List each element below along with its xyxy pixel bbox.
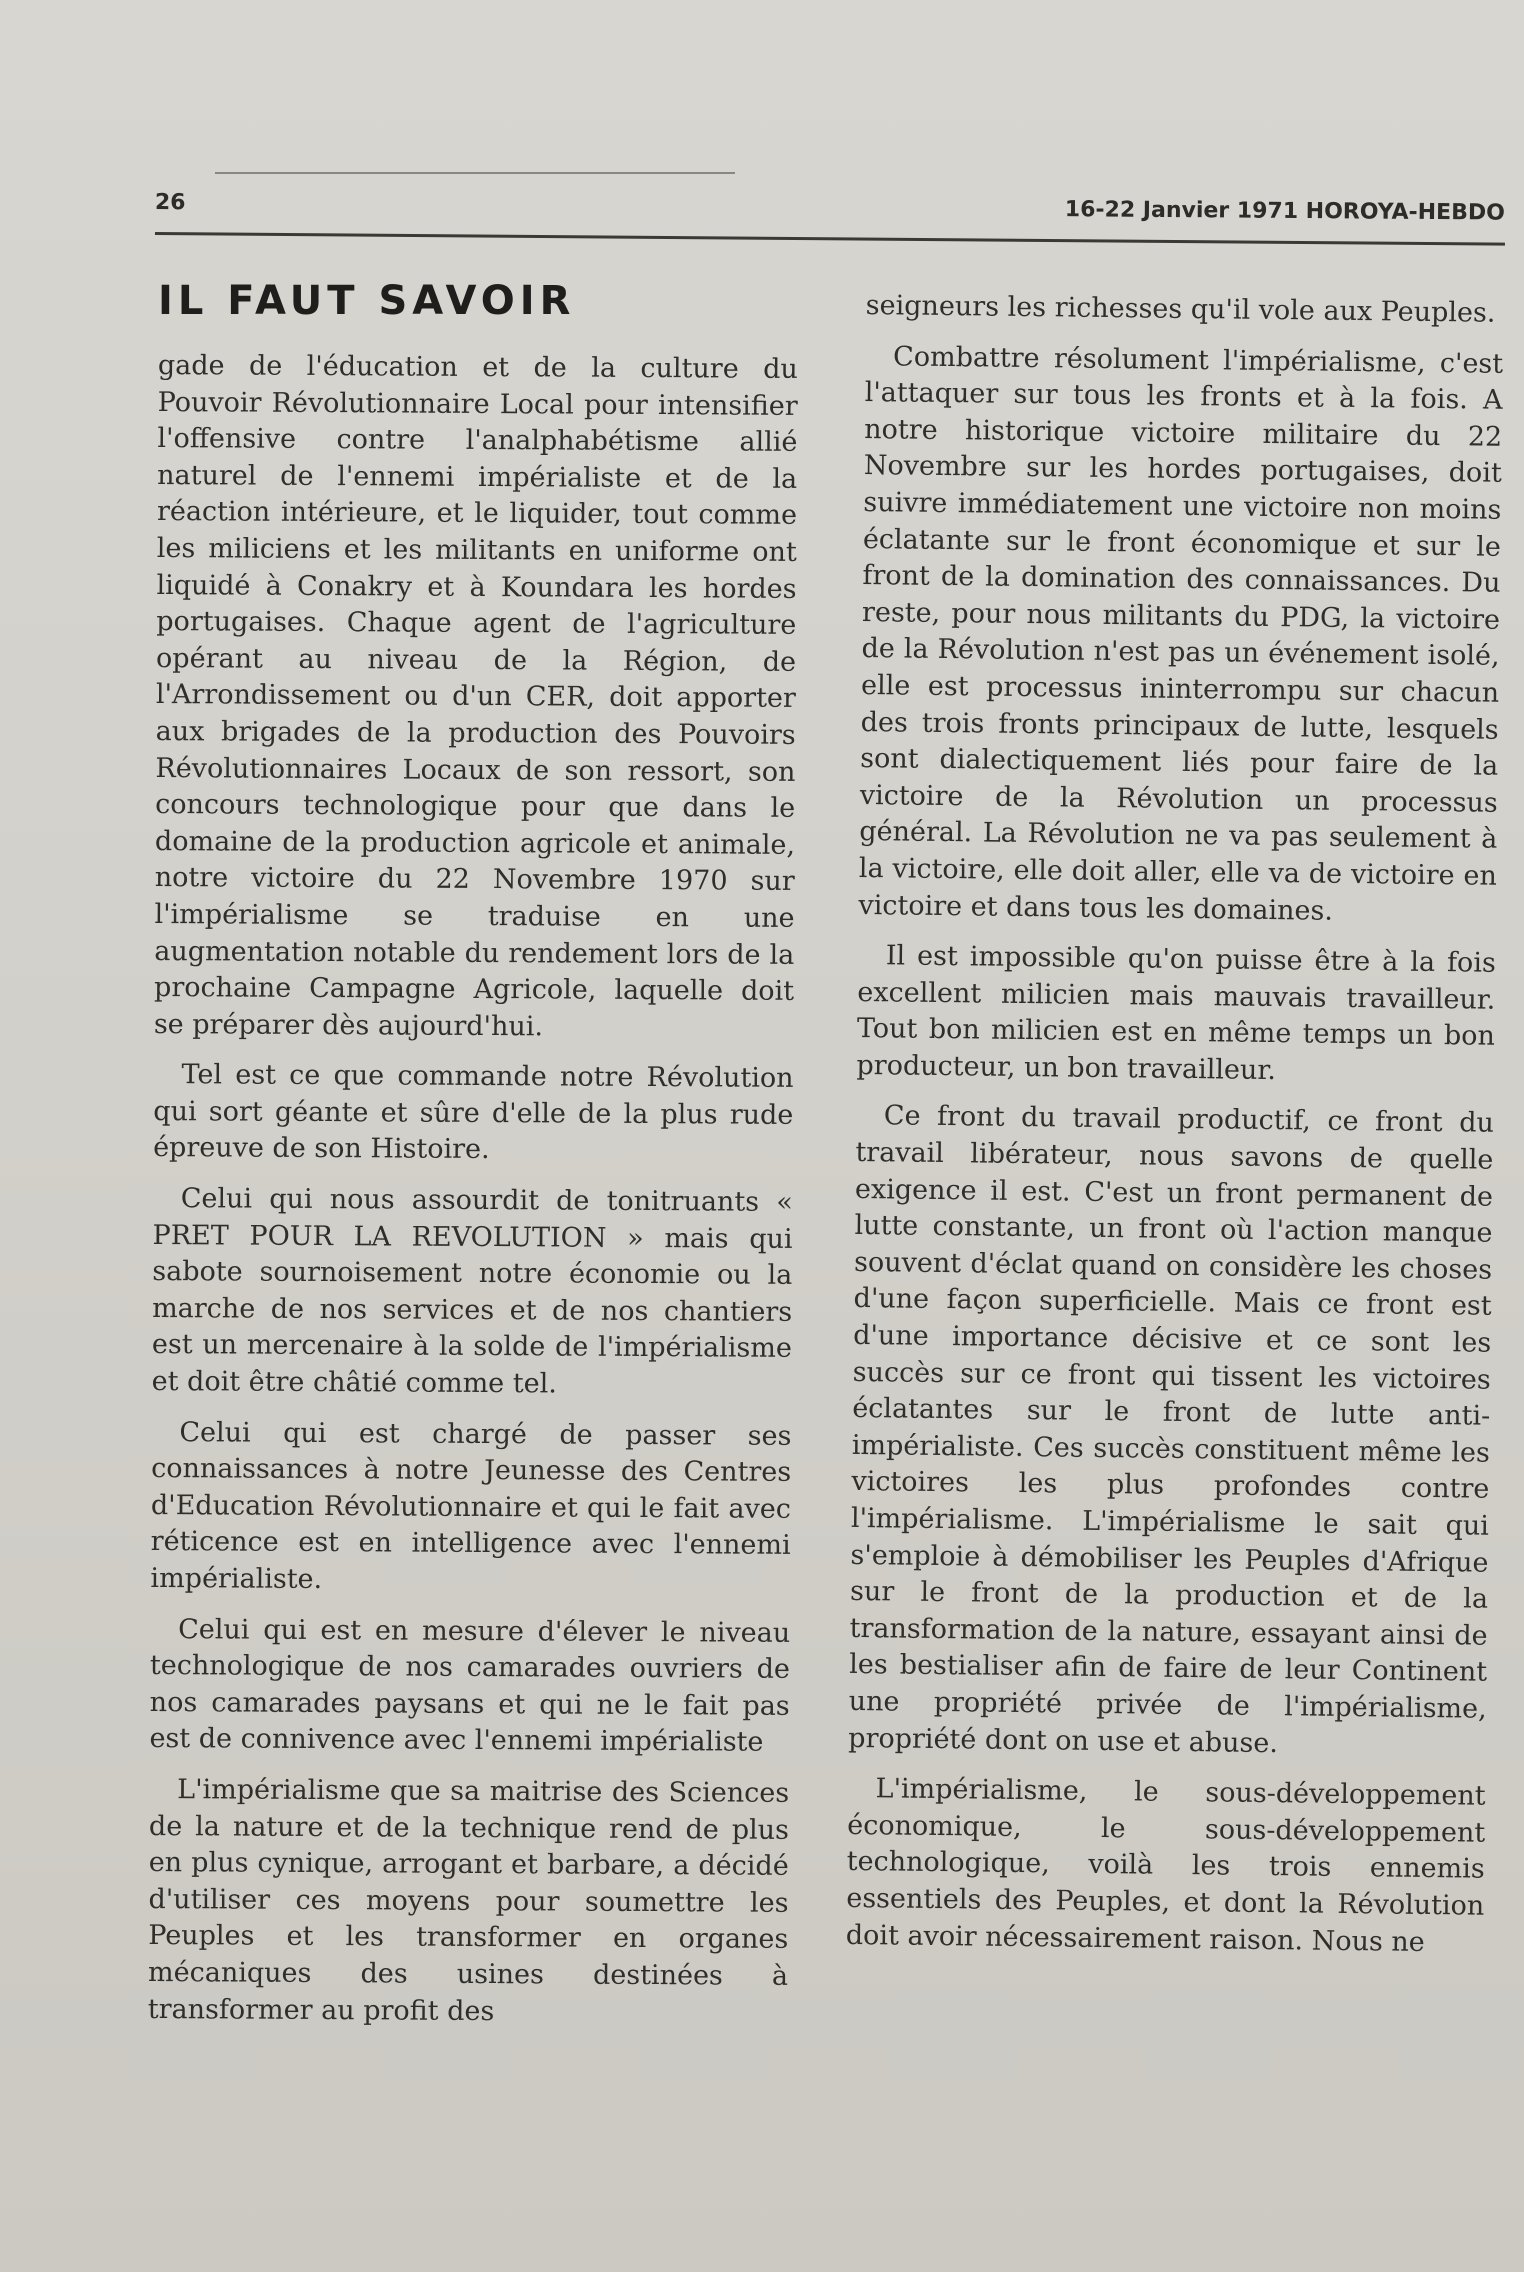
paragraph: Ce front du travail productif, ce front du travail libérateur, nous savons de quelle exigence il est. C'est un front permanent de lutte constante, un front où l'action manque souvent d'éclat quand on considère les choses d'une façon superficielle. Mais ce front est d'une importance décisive et ce sont les succès sur ce front qui tissent les victoires éclatantes sur le front de lutte anti-impérialiste. Ces succès constituent même les victoires les plus profondes contre l'impérialisme. L'impérialisme le sait qui s'emploie à démobiliser les Peuples d'Afrique sur le front de la production et de la transformation de la nature, essayant ainsi de les bestialiser afin de faire de leur Continent une propriété privée de l'impérialisme, propriété dont on use et abuse. <box>848 1100 1495 1759</box>
paragraph: Celui qui nous assourdit de tonitruants « PRET POUR LA REVOLUTION » mais qui sabote sournoisement notre économie ou la marche de nos services et de nos chantiers est un mercenaire à la solde de l'impérialisme et doit être châtié comme tel. <box>151 1183 793 1400</box>
left-column <box>148 348 798 2046</box>
page-number: 26 <box>154 190 186 216</box>
paragraph: L'impérialisme que sa maitrise des Sciences de la nature et de la technique rend de plus en plus cynique, arrogant et barbare, a décidé d'utiliser ces moyens pour soumettre les Peuples et les transformer en organes mécaniques des usines destinées à transformer au profit des <box>147 1774 790 2027</box>
top-decorative-rule <box>215 172 735 174</box>
paragraph: Combattre résolument l'impérialisme, c'est l'attaquer sur tous les fronts et à la fois. A notre historique victoire militaire du 22 Novembre sur les hordes portugaises, doit suivre immédiatement une victoire non moins éclatante sur le front économique et sur le front de la domination des connaissances. Du reste, pour nous militants du PDG, la victoire de la Révolution n'est pas un événement isolé, elle est processus ininterrompu sur chacun des trois fronts principaux de lutte, lesquels sont dialectiquement liés pour faire de la victoire de la Révolution un processus général. La Révolution ne va pas seulement à la victoire, elle doit aller, elle va de victoire en victoire et dans tous les domaines. <box>858 340 1504 927</box>
paragraph: Celui qui est chargé de passer ses connaissances à notre Jeunesse des Centres d'Education Révolutionnaire et qui le fait avec réticence est en intelligence avec l'ennemi impérialiste. <box>150 1416 792 1596</box>
section-title: IL FAUT SAVOIR <box>158 278 576 324</box>
issue-date-and-publication: 16-22 Janvier 1971 HOROYA-HEBDO <box>1064 197 1505 226</box>
paragraph: Il est impossible qu'on puisse être à la fois excellent milicien mais mauvais travailleur. Tout bon milicien est en même temps un bon producteur, un bon travailleur. <box>856 940 1496 1086</box>
paragraph: seigneurs les richesses qu'il vole aux Peuples. <box>865 289 1496 329</box>
paragraph: L'impérialisme, le sous-développement économique, le sous-développement technologique, voilà les trois ennemis essentiels des Peuples, et dont la Révolution doit avoir nécessairement raison. Nous ne <box>845 1773 1486 1958</box>
paragraph: Tel est ce que commande notre Révolution qui sort géante et sûre d'elle de la plus rude épreuve de son Histoire. <box>153 1059 794 1166</box>
right-column <box>845 288 1503 1976</box>
paragraph: gade de l'éducation et de la culture du Pouvoir Révolutionnaire Local pour intensifier l'offensive contre l'analphabétisme allié naturel de l'ennemi impérialiste et de la réaction intérieure, et le liquider, tout comme les miliciens et les militants en uniforme ont liquidé à Conakry et à Koundara les hordes portugaises. Chaque agent de l'agriculture opérant au niveau de la Région, de l'Arrondissement ou d'un CER, doit apporter aux brigades de la production des Pouvoirs Révolutionnaires Locaux de son ressort, son concours technologique pour que dans le domaine de la production agricole et animale, notre victoire du 22 Novembre 1970 sur l'impérialisme se traduise en une augmentation notable du rendement lors de la prochaine Campagne Agricole, laquelle doit se préparer dès aujourd'hui. <box>153 349 798 1043</box>
paragraph: Celui qui est en mesure d'élever le niveau technologique de nos camarades ouvriers de nos camarades paysans et qui ne le fait pas est de connivence avec l'ennemi impérialiste <box>149 1613 791 1759</box>
